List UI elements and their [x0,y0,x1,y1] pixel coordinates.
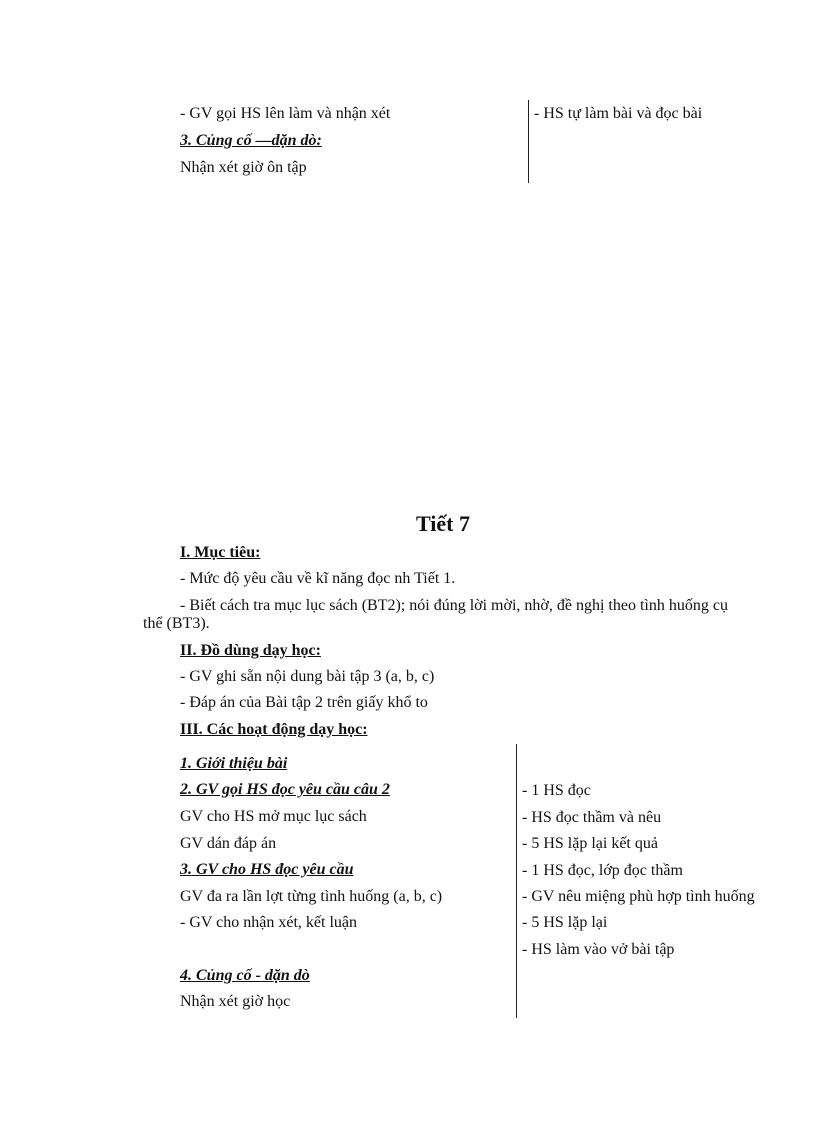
student-activity-4: - 1 HS đọc, lớp đọc thầm [522,862,683,879]
lesson-title: Tiết 7 [416,511,470,536]
student-activity-2: - HS đọc thầm và nêu [522,809,662,826]
material-2: - Đáp án của Bài tập 2 trên giấy khổ to [180,694,428,711]
section-materials-heading: II. Đồ dùng dạy học: [180,642,321,659]
activity-step-2: 2. GV gọi HS đọc yêu cầu câu 2 [180,781,390,798]
student-activity-6: - 5 HS lặp lại [522,914,608,931]
student-activity-3: - 5 HS lặp lại kết quả [522,835,658,852]
student-activity-7: - HS làm vào vở bài tập [522,941,675,958]
objective-1: - Mức độ yêu cầu về kĩ năng đọc nh Tiết 1. [180,570,456,587]
top-right-line-1: - HS tự làm bài và đọc bài [534,105,703,122]
section-objectives-heading: I. Mục tiêu: [180,544,261,561]
objective-2-line-2: thể (BT3). [143,615,210,632]
top-column-divider [528,100,529,183]
activity-line-b: GV dán đáp án [180,835,277,852]
activities-column-divider [516,744,517,1018]
section-activities-heading: III. Các hoạt động dạy học: [180,721,368,738]
student-activity-5: - GV nêu miệng phù hợp tình huống [522,888,755,905]
activity-line-a: GV cho HS mở mục lục sách [180,808,367,825]
objective-2-line-1: - Biết cách tra mục lục sách (BT2); nói đúng lời mời, nhờ, đề nghị theo tình huống cụ [180,597,728,614]
top-left-line-1: - GV gọi HS lên làm và nhận xét [180,105,391,122]
activity-intro: 1. Giới thiệu bài [180,755,288,772]
activity-line-e: Nhận xét giờ học [180,993,291,1010]
activity-step-4: 4. Củng cố - dặn dò [180,967,310,984]
activity-line-c: GV đa ra lần lợt từng tình huống (a, b, c) [180,888,443,905]
top-section-heading: 3. Củng cố —dặn dò: [180,132,322,149]
activity-step-3: 3. GV cho HS đọc yêu cầu [180,861,354,878]
student-activity-1: - 1 HS đọc [522,782,591,799]
material-1: - GV ghi sẵn nội dung bài tập 3 (a, b, c) [180,668,435,685]
activity-line-d: - GV cho nhận xét, kết luận [180,914,357,931]
top-left-line-3: Nhận xét giờ ôn tập [180,159,307,176]
